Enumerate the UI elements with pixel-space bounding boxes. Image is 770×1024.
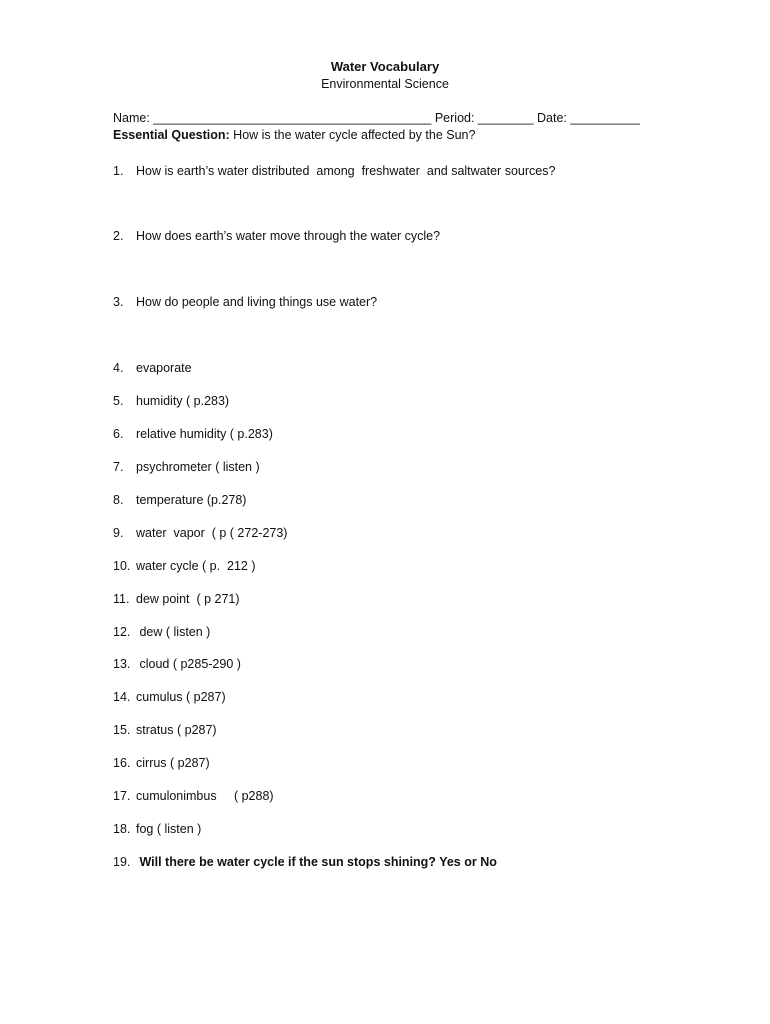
item-text: water vapor ( p ( 272-273) <box>136 526 288 540</box>
item-number: 13. <box>113 657 131 671</box>
list-item <box>113 855 497 869</box>
list-item <box>113 657 241 671</box>
item-text: cumulonimbus ( p288) <box>136 789 274 803</box>
item-text: stratus ( p287) <box>136 723 217 737</box>
item-text: How does earth’s water move through the water cycle? <box>136 229 441 243</box>
item-number: 19. <box>113 855 131 869</box>
item-text: dew ( listen ) <box>136 625 211 639</box>
list-item <box>113 723 217 737</box>
list-item <box>113 361 192 375</box>
item-number: 11. <box>113 592 130 606</box>
item-number: 10. <box>113 559 131 573</box>
item-text: cirrus ( p287) <box>136 756 210 770</box>
item-number: 16. <box>113 756 131 770</box>
list-item <box>113 229 440 243</box>
list-item <box>113 295 377 309</box>
item-text: psychrometer ( listen ) <box>136 460 260 474</box>
item-text: How do people and living things use water? <box>136 295 378 309</box>
list-item <box>113 164 555 178</box>
item-text: water cycle ( p. 212 ) <box>136 559 256 573</box>
essential-question <box>113 128 475 142</box>
item-text: How is earth’s water distributed among freshwater and saltwater sources? <box>136 164 556 178</box>
item-text: humidity ( p.283) <box>136 394 230 408</box>
list-item <box>113 427 273 441</box>
item-number: 2. <box>113 229 124 243</box>
list-item <box>113 789 274 803</box>
list-item <box>113 822 201 836</box>
list-item <box>113 625 210 639</box>
list-item <box>113 460 260 474</box>
list-item <box>113 592 240 606</box>
list-item <box>113 493 246 507</box>
item-number: 12. <box>113 625 131 639</box>
item-number: 5. <box>113 394 124 408</box>
item-number: 15. <box>113 723 131 737</box>
page-subtitle: Environmental Science <box>321 77 449 91</box>
item-text: temperature (p.278) <box>136 493 247 507</box>
item-number: 18. <box>113 822 131 836</box>
item-text: dew point ( p 271) <box>136 592 240 606</box>
essential-question-label: Essential Question: <box>113 128 230 142</box>
item-number: 6. <box>113 427 124 441</box>
item-text: cloud ( p285-290 ) <box>136 657 241 671</box>
list-item <box>113 526 287 540</box>
item-number: 9. <box>113 526 124 540</box>
essential-question-text: How is the water cycle affected by the Sun? <box>229 128 476 142</box>
item-number: 8. <box>113 493 124 507</box>
item-number: 14. <box>113 690 131 704</box>
item-number: 7. <box>113 460 124 474</box>
item-text: relative humidity ( p.283) <box>136 427 273 441</box>
item-number: 3. <box>113 295 124 309</box>
item-text: cumulus ( p287) <box>136 690 226 704</box>
name-period-date-line: Name: ________________________________________ Period: ________ Date: __________ <box>113 111 640 125</box>
list-item <box>113 690 226 704</box>
item-text: evaporate <box>136 361 192 375</box>
item-number: 17. <box>113 789 131 803</box>
list-item <box>113 756 210 770</box>
item-number: 1. <box>113 164 124 178</box>
page-title: Water Vocabulary <box>330 59 440 74</box>
list-item <box>113 559 256 573</box>
item-number: 4. <box>113 361 124 375</box>
item-text: Will there be water cycle if the sun stops shining? Yes or No <box>136 855 497 869</box>
list-item <box>113 394 229 408</box>
item-text: fog ( listen ) <box>136 822 202 836</box>
